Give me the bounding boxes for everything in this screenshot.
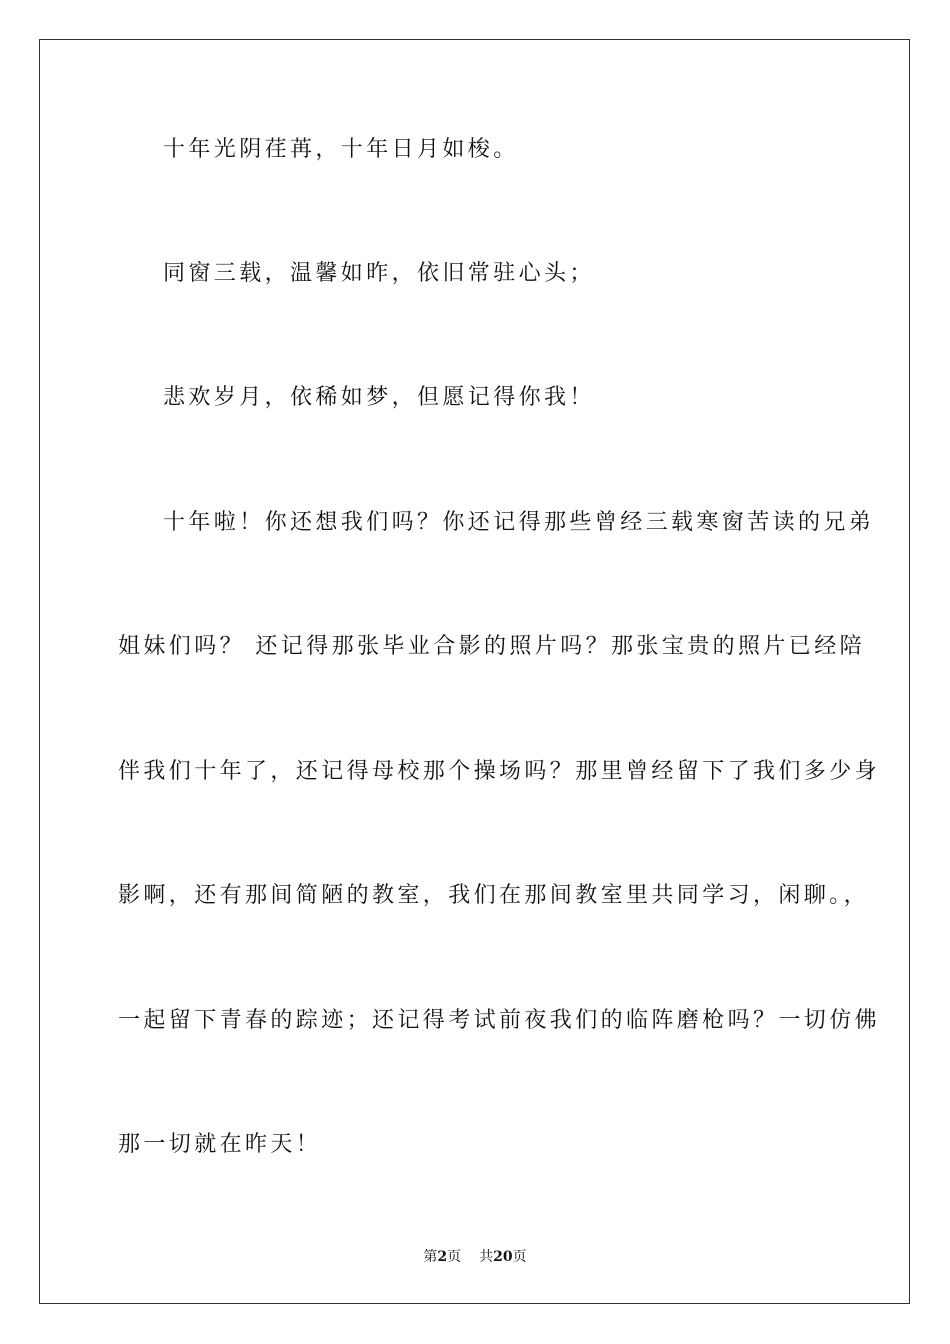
paragraph-line-5: 姐妹们吗？ 还记得那张毕业合影的照片吗？那张宝贵的照片已经陪 bbox=[118, 634, 865, 659]
footer-total-prefix: 共 bbox=[479, 1249, 494, 1265]
paragraph-line-1: 十年光阴荏苒，十年日月如梭。 bbox=[163, 137, 519, 162]
footer-page-prefix: 第 bbox=[423, 1249, 438, 1265]
paragraph-line-8: 一起留下青春的踪迹；还记得考试前夜我们的临阵磨枪吗？一切仿佛 bbox=[118, 1008, 881, 1033]
paragraph-line-4: 十年啦！你还想我们吗？你还记得那些曾经三载寒窗苦读的兄弟 bbox=[163, 510, 875, 535]
paragraph-line-3: 悲欢岁月，依稀如梦，但愿记得你我！ bbox=[163, 385, 595, 410]
footer-page-suffix: 页 bbox=[447, 1249, 462, 1265]
footer-page-number: 2 bbox=[437, 1249, 448, 1265]
footer-total-suffix: 页 bbox=[512, 1249, 527, 1265]
paragraph-line-2: 同窗三载，温馨如昨，依旧常驻心头； bbox=[163, 261, 595, 286]
page-border bbox=[39, 39, 910, 1304]
paragraph-line-7: 影啊，还有那间简陋的教室，我们在那间教室里共同学习，闲聊。， bbox=[118, 883, 870, 908]
paragraph-line-6: 伴我们十年了，还记得母校那个操场吗？那里曾经留下了我们多少身 bbox=[118, 759, 881, 784]
footer-total-pages: 20 bbox=[493, 1249, 513, 1265]
page-footer bbox=[0, 1247, 950, 1267]
paragraph-line-9: 那一切就在昨天！ bbox=[118, 1132, 322, 1157]
